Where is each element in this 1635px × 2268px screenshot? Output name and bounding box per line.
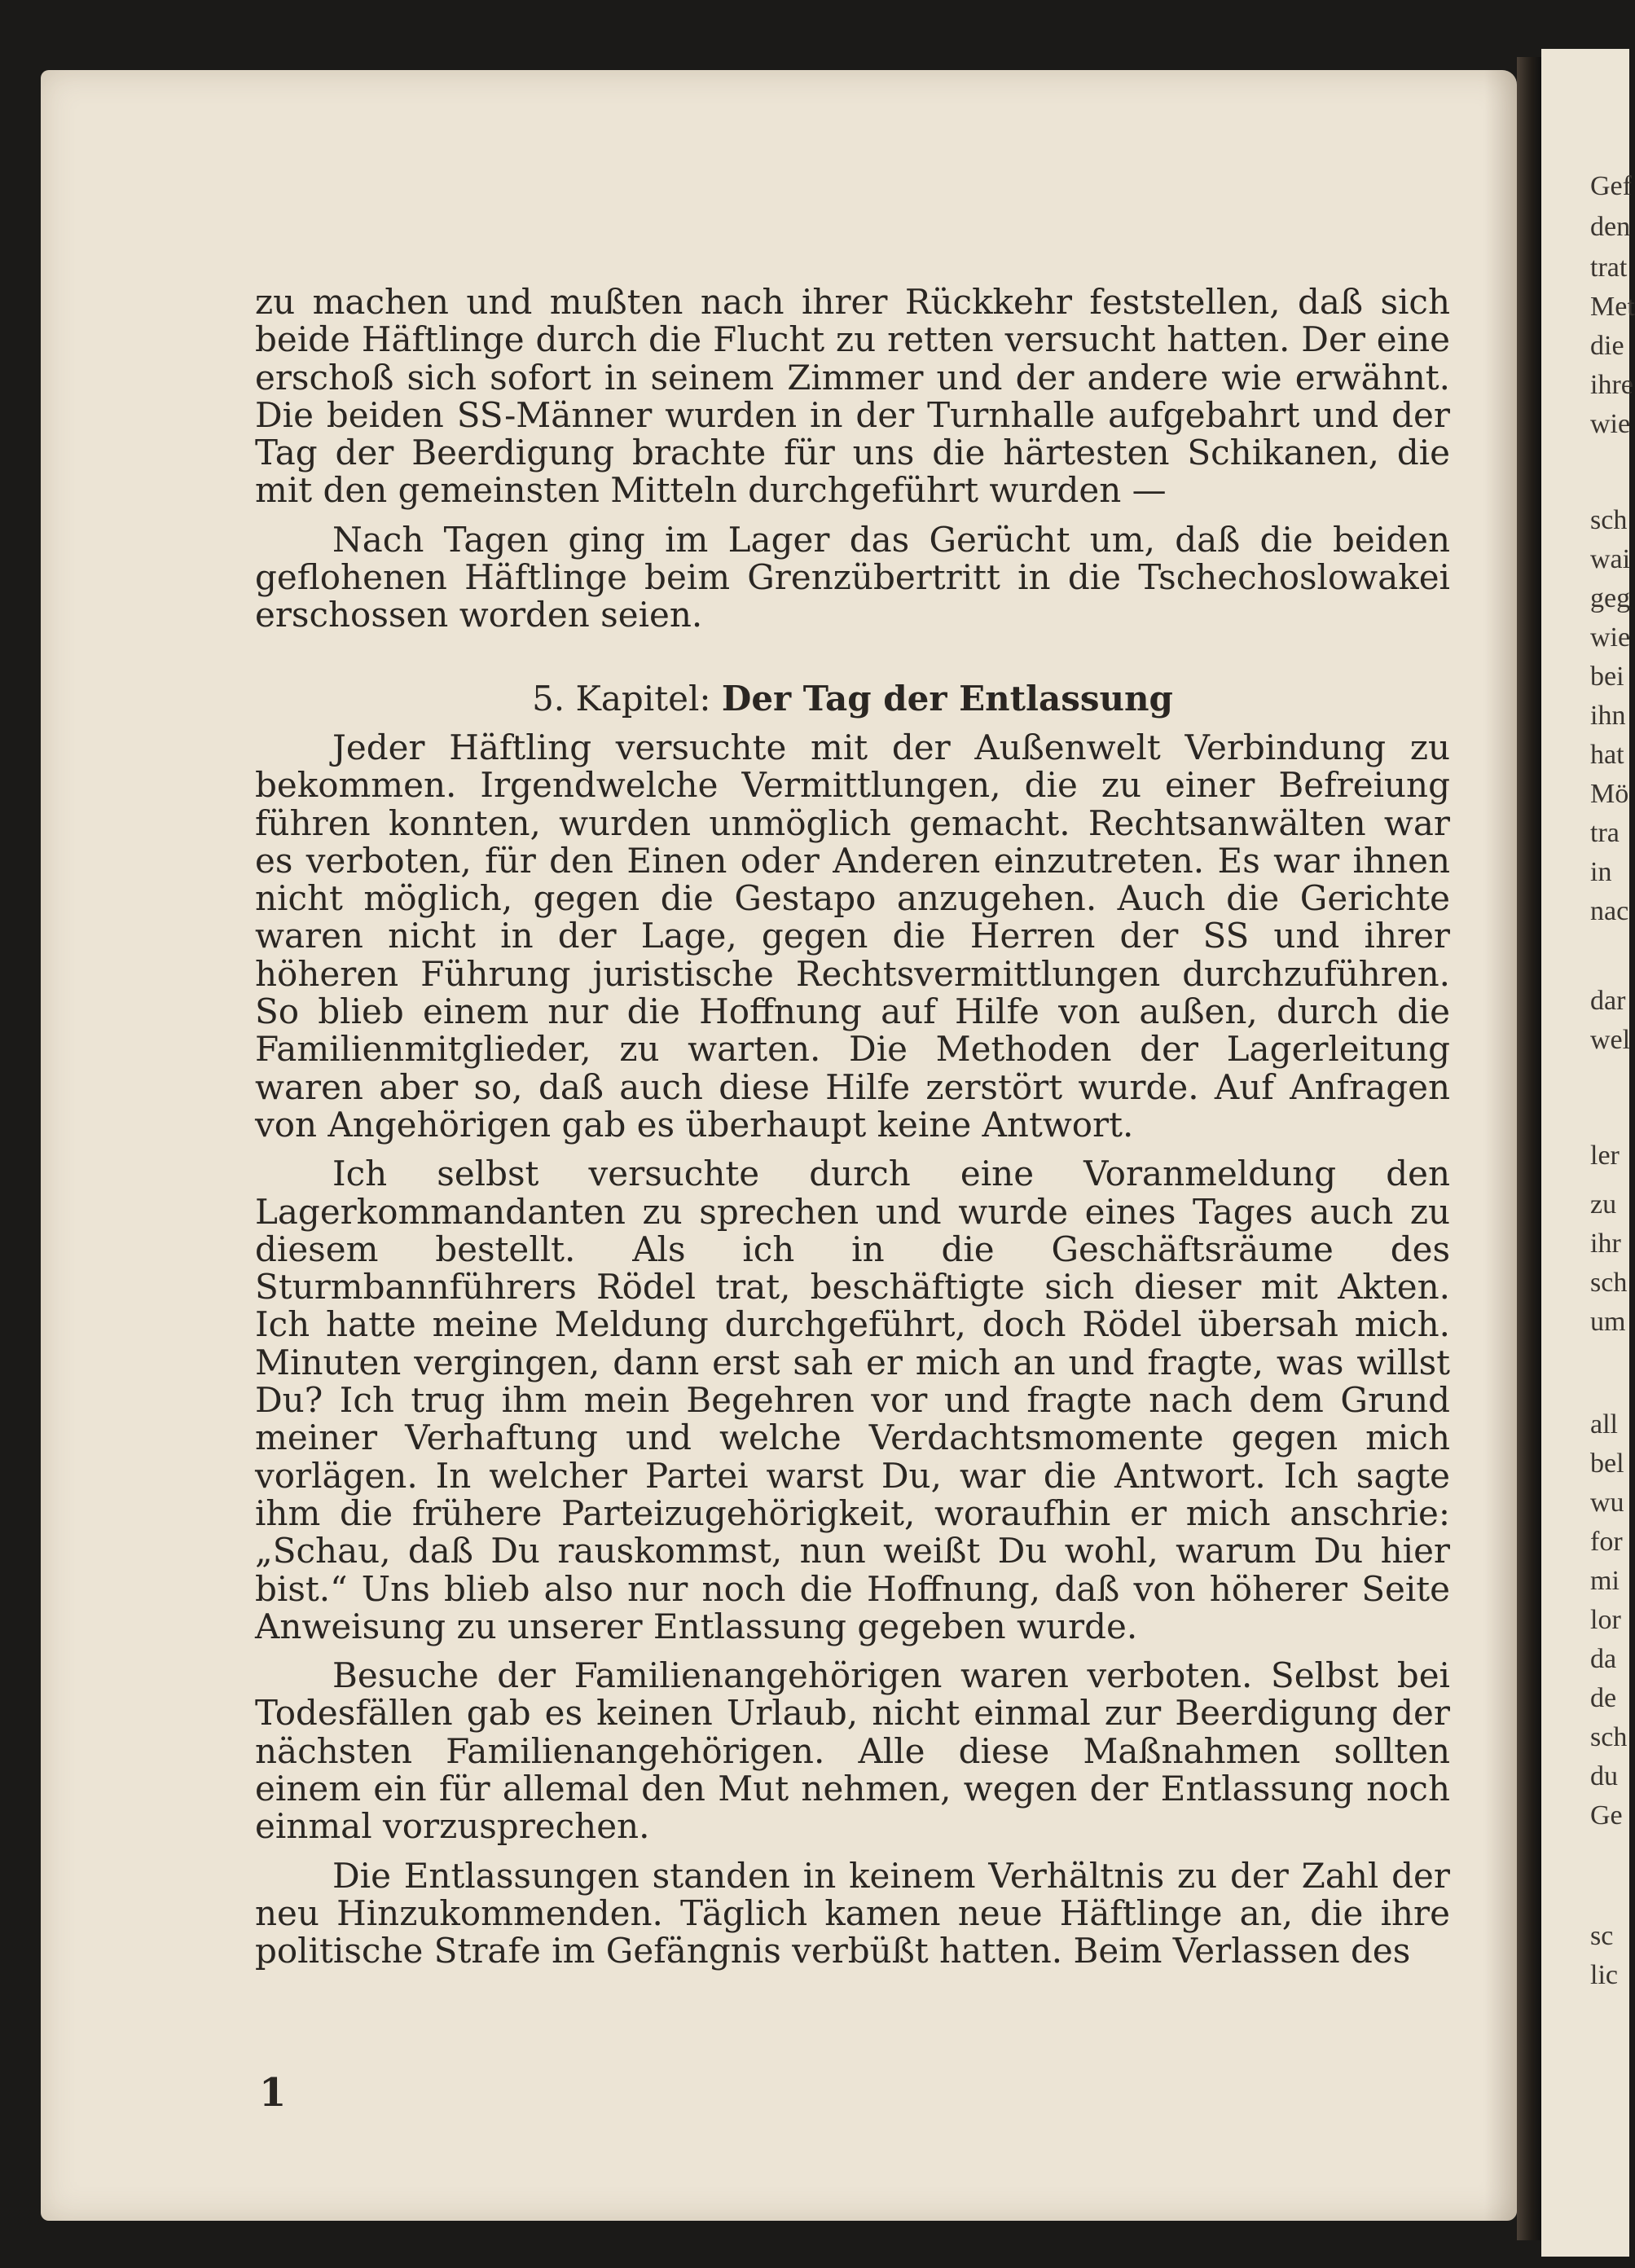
paragraph: Besuche der Familienangehörigen waren verboten. Selbst bei Todesfällen gab es keinen Urlaub, nicht einmal zur Beerdigung der nächsten Familienangehörigen. Alle diese Maßnahmen sollten einem ein für allemal den Mut nehmen, wegen der Entlassung noch einmal vorzusprechen.	[255, 1655, 1450, 1847]
fragment: Mö	[1590, 779, 1629, 809]
fragment: da	[1590, 1644, 1617, 1674]
fragment: ihre	[1590, 370, 1633, 400]
chapter-prefix: 5. Kapitel:	[532, 678, 711, 719]
fragment: du	[1590, 1761, 1618, 1791]
fragment: die	[1590, 331, 1624, 361]
paragraph: Nach Tagen ging im Lager das Gerücht um, daß die beiden geflohenen Häftlinge beim Grenzübertritt in die Tschechoslowakei erschossen worden seien.	[255, 519, 1450, 635]
fragment: ihn	[1590, 701, 1626, 731]
fragment: zu	[1590, 1189, 1617, 1220]
paragraph-continuation: zu machen und mußten nach ihrer Rückkehr feststellen, daß sich beide Häftlinge durch die Flucht zu retten versucht hatten. Der eine erschoß sich sofort in seinem Zimmer und der andere wie erwähnt. Die beiden SS-Männer wurden in der Turnhalle aufgebahrt und der Tag der Beerdigung brachte für uns die härtesten Schikanen, die mit den gemeinsten Mitteln durchgeführt wurden —	[255, 282, 1450, 511]
fragment: ler	[1590, 1141, 1620, 1171]
chapter-title: Der Tag der Entlassung	[721, 678, 1173, 719]
fragment: dar	[1590, 986, 1626, 1016]
adjacent-page-edge	[1541, 49, 1635, 2257]
fragment: in	[1590, 857, 1612, 887]
book-page	[41, 70, 1517, 2221]
page-number: 1	[259, 2070, 287, 2116]
fragment: den	[1590, 212, 1631, 242]
fragment: Met	[1590, 292, 1635, 322]
fragment: wel	[1590, 1025, 1631, 1055]
fragment: tra	[1590, 818, 1620, 848]
fragment: um	[1590, 1307, 1626, 1337]
fragment: hat	[1590, 740, 1624, 770]
paragraph: Ich selbst versuchte durch eine Voranmeldung den Lagerkommandanten zu sprechen und wurde eines Tages auch zu diesem bestellt. Als ich in die Geschäftsräume des Sturmbannführers Rödel trat, beschäftigte sich dieser mit Akten. Ich hatte meine Meldung durchgeführt, doch Rödel übersah mich. Minuten vergingen, dann erst sah er mich an und fragte, was willst Du? Ich trug ihm mein Begehren vor und fragte nach dem Grund meiner Verhaftung und welche Verdachtsmomente gegen mich vorlägen. In welcher Partei warst Du, war die Antwort. Ich sagte ihm die frühere Parteizugehörigkeit, woraufhin er mich anschrie: „Schau, daß Du rauskommst, nun weißt Du wohl, warum Du hier bist.“ Uns blieb also nur noch die Hoffnung, daß von höherer Seite Anweisung zu unserer Entlassung gegeben wurde.	[255, 1154, 1450, 1646]
fragment: trat	[1590, 253, 1628, 283]
book-gutter	[1517, 57, 1541, 2240]
fragment: all	[1590, 1409, 1618, 1439]
fragment: ihr	[1590, 1228, 1621, 1259]
fragment: lor	[1590, 1605, 1621, 1635]
fragment: bel	[1590, 1448, 1624, 1479]
fragment: for	[1590, 1527, 1623, 1557]
fragment: wai	[1590, 544, 1631, 574]
fragment: sch	[1590, 505, 1628, 535]
fragment: de	[1590, 1683, 1617, 1713]
fragment: sch	[1590, 1722, 1628, 1752]
fragment: Ge	[1590, 1800, 1623, 1831]
chapter-heading	[255, 680, 1450, 718]
fragment: mi	[1590, 1566, 1620, 1596]
fragment: lic	[1590, 1960, 1618, 1990]
fragment: geg	[1590, 583, 1631, 613]
fragment: wie	[1590, 622, 1631, 653]
paragraph: Die Entlassungen standen in keinem Verhältnis zu der Zahl der neu Hinzukommenden. Täglich kamen neue Häftlinge an, die ihre politische Strafe im Gefängnis verbüßt hatten. Beim Verlassen des	[255, 1855, 1450, 1971]
fragment: bei	[1590, 662, 1624, 692]
fragment: nac	[1590, 896, 1629, 926]
fragment: sch	[1590, 1268, 1628, 1298]
page-text	[255, 284, 1450, 1981]
fragment: wie	[1590, 409, 1631, 439]
fragment: Gef	[1590, 171, 1632, 201]
fragment: wu	[1590, 1488, 1624, 1518]
paragraph: Jeder Häftling versuchte mit der Außenwelt Verbindung zu bekommen. Irgendwelche Vermittlungen, die zu einer Befreiung führen konnten, wurden unmöglich gemacht. Rechtsanwälten war es verboten, für den Einen oder Anderen einzutreten. Es war ihnen nicht möglich, gegen die Gestapo anzugehen. Auch die Gerichte waren nicht in der Lage, gegen die Herren der SS und ihrer höheren Führung juristische Rechtsvermittlungen durchzuführen. So blieb einem nur die Hoffnung auf Hilfe von außen, durch die Familienmitglieder, zu warten. Die Methoden der Lagerleitung waren aber so, daß auch diese Hilfe zerstört wurde. Auf Anfragen von Angehörigen gab es überhaupt keine Antwort.	[255, 727, 1450, 1145]
fragment: sc	[1590, 1921, 1614, 1951]
